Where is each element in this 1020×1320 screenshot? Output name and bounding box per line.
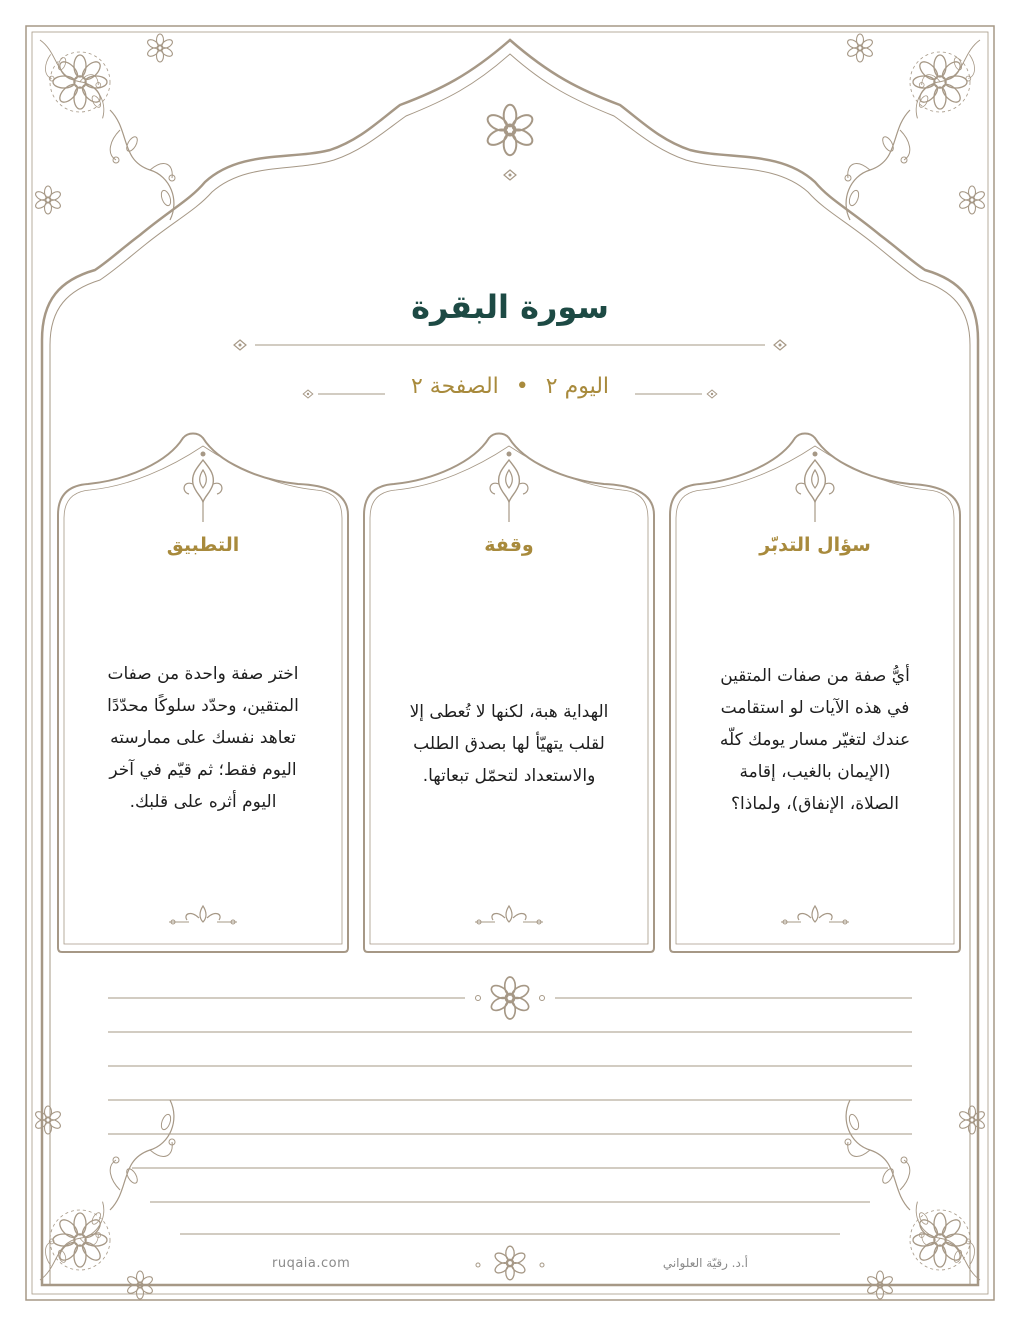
page-label: الصفحة ٢ — [410, 374, 499, 399]
footer-author: أ.د. رقيّة العلواني — [662, 1256, 748, 1270]
card-line: (الإيمان بالغيب، إقامة — [739, 762, 891, 782]
card-line: تعاهد نفسك على ممارسته — [110, 728, 296, 748]
card-line: أيُّ صفة من صفات المتقين — [720, 666, 910, 686]
card-reflection-question — [670, 484, 960, 952]
card-heading: وقفة — [484, 534, 534, 556]
card-line: اليوم أثره على قلبك. — [129, 792, 277, 812]
card-application — [58, 484, 348, 952]
card-line: اختر صفة واحدة من صفات — [107, 664, 299, 684]
card-line: لقلب يتهيّأ لها بصدق الطلب — [413, 734, 605, 754]
separator-dot: • — [515, 374, 529, 399]
footer-website[interactable]: ruqaia.com — [272, 1256, 351, 1271]
day-page-label — [380, 374, 640, 399]
card-line: الصلاة، الإنفاق)، ولماذا؟ — [731, 794, 899, 814]
card-line: والاستعداد لتحمّل تبعاتها. — [422, 766, 596, 786]
card-line: في هذه الآيات لو استقامت — [720, 698, 910, 718]
day-label: اليوم ٢ — [545, 374, 610, 399]
card-line: المتقين، وحدّد سلوكًا محدّدًا — [107, 696, 299, 716]
page-title: سورة البقرة — [411, 288, 609, 326]
card-body — [680, 660, 950, 820]
card-pause — [364, 484, 654, 952]
card-line: عندك لتغيّر مسار يومك كلّه — [719, 730, 911, 750]
card-body — [374, 696, 644, 792]
card-body — [68, 658, 338, 818]
card-heading: سؤال التدبّر — [759, 534, 871, 556]
card-heading: التطبيق — [166, 534, 240, 556]
card-line: اليوم فقط؛ ثم قيّم في آخر — [109, 760, 297, 780]
card-line: الهداية هبة، لكنها لا تُعطى إلا — [409, 702, 609, 722]
